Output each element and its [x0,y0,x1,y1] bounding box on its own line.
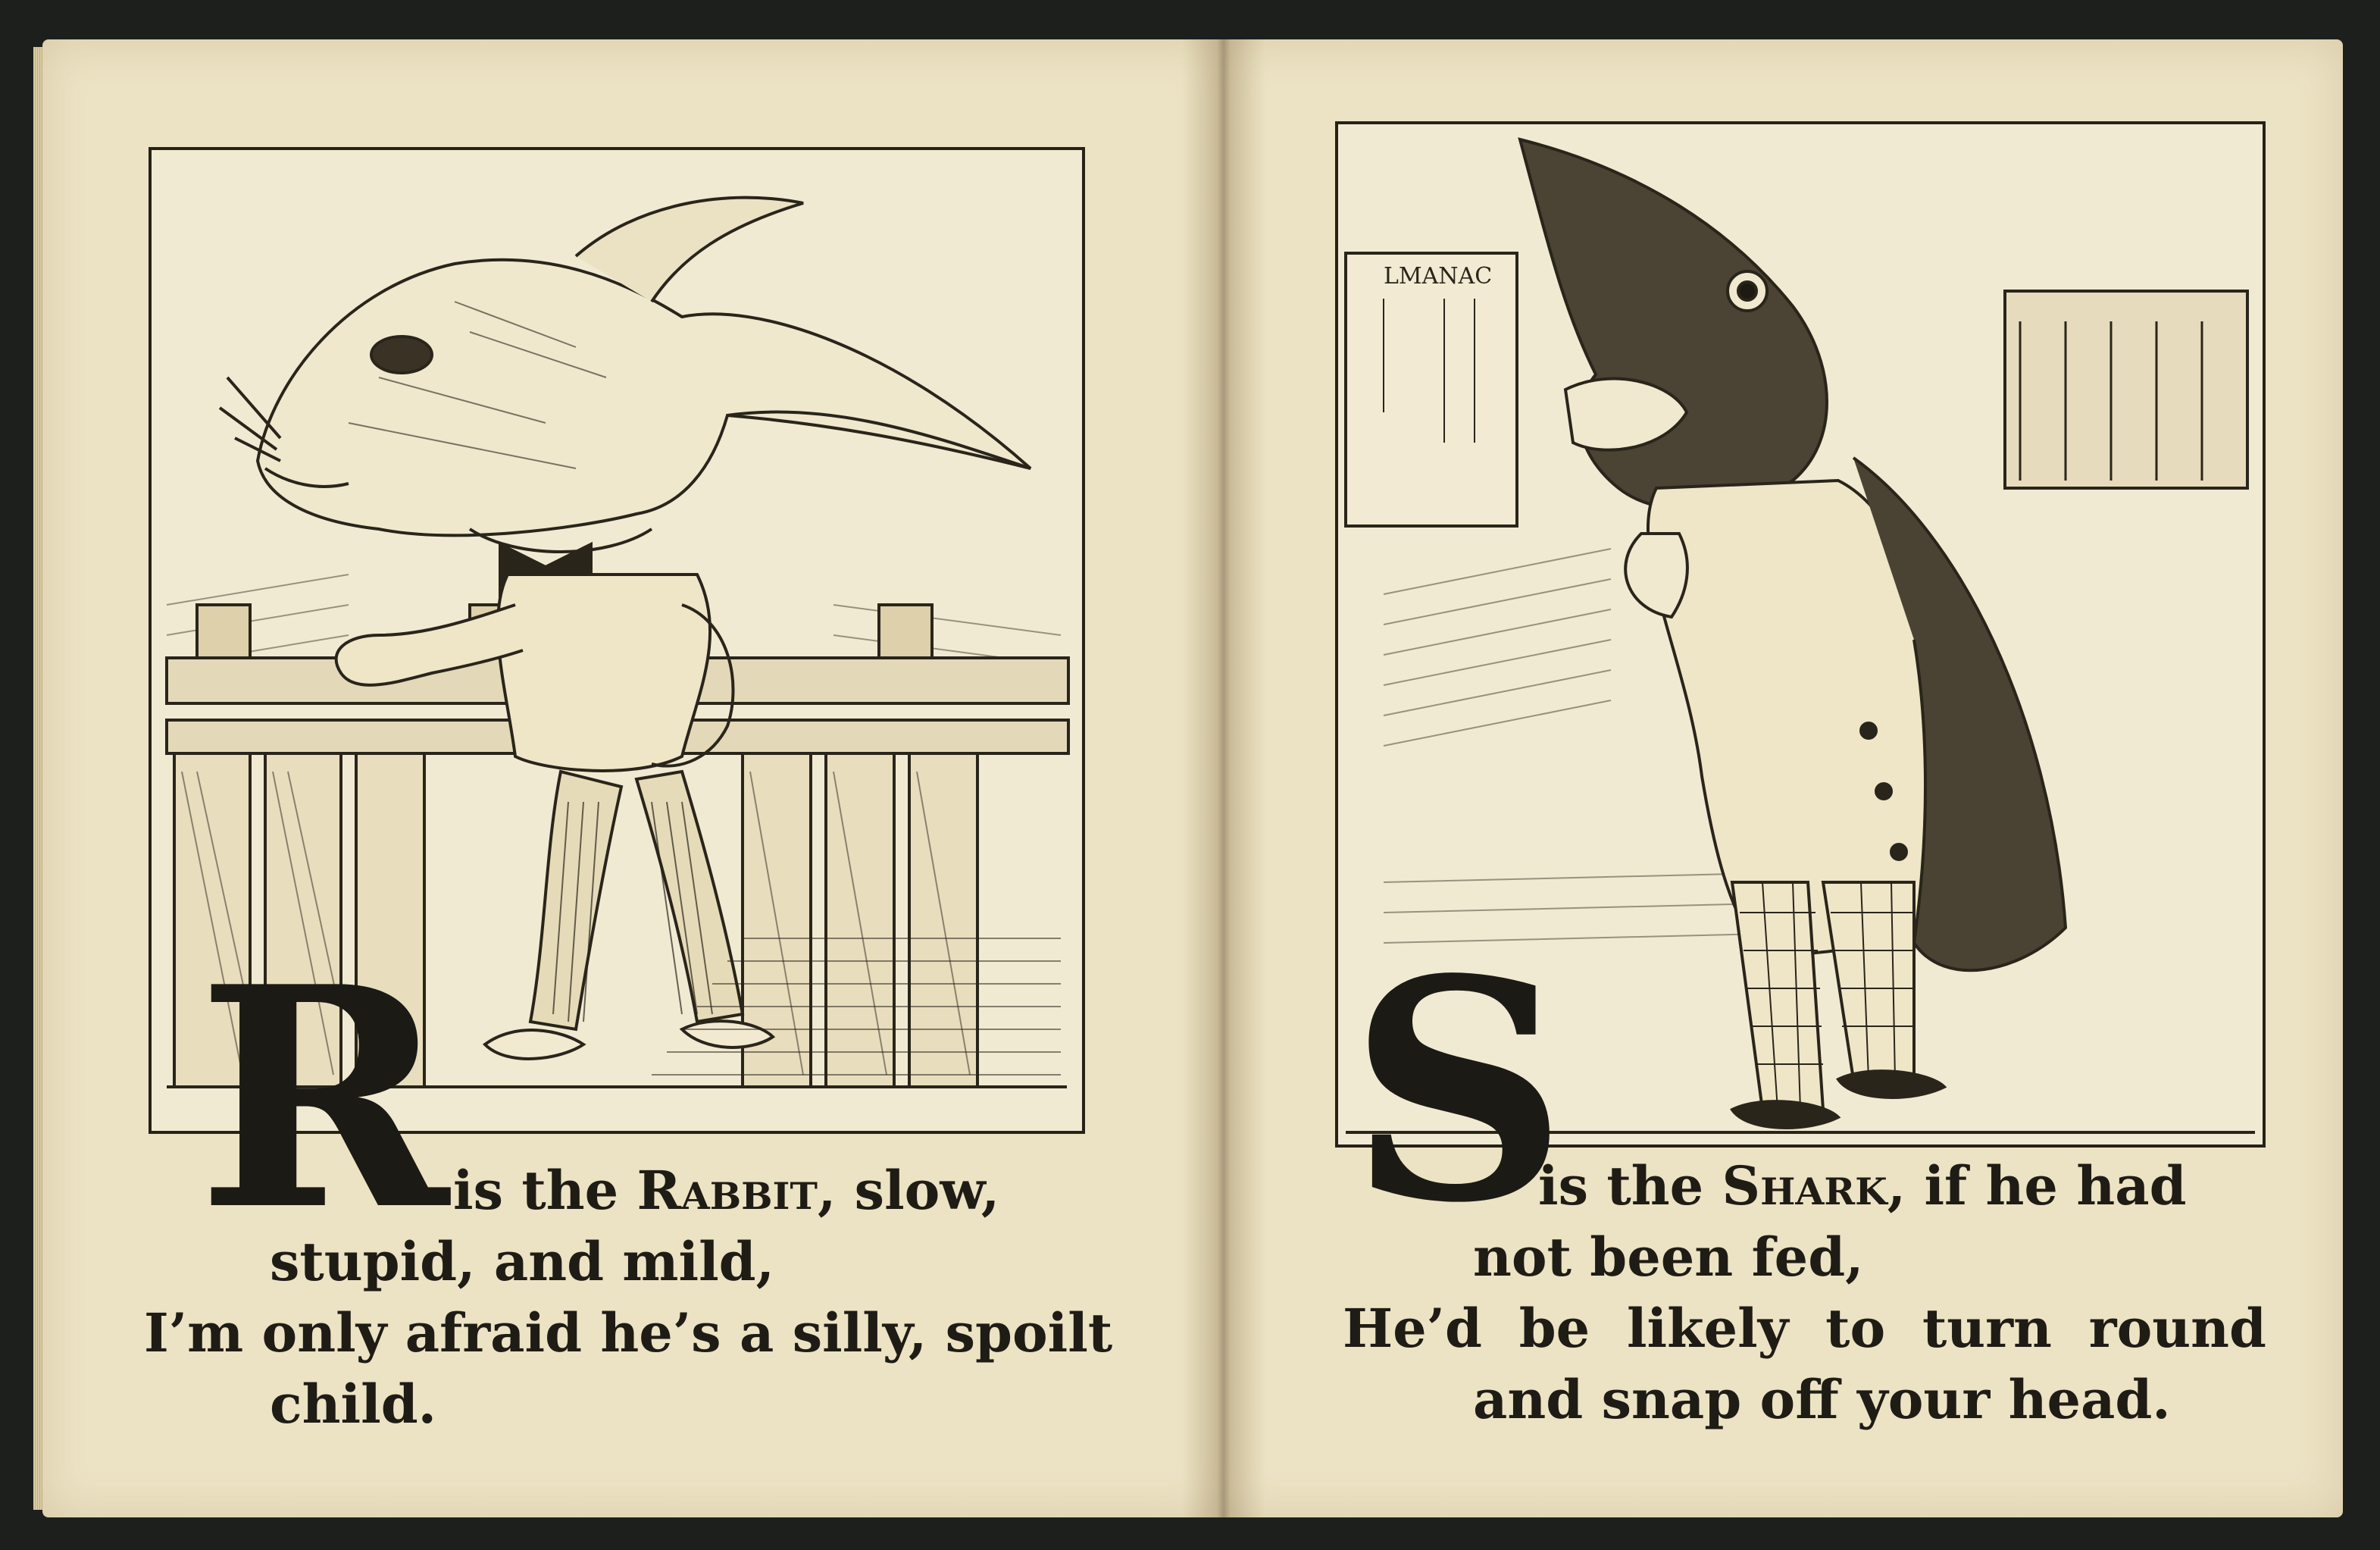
rabbit-verse-line1 [453,1155,999,1226]
shark-verse-line2: not been fed, [1473,1226,1864,1289]
rabbit-name: Rabbit [636,1159,818,1222]
rabbit-verse-line3: I’m only afraid he’s a silly, spoilt [144,1301,1113,1364]
shark-verse-line1 [1538,1151,2187,1222]
dropcap-r: R [197,921,449,1277]
shark-name: Shark [1722,1154,1887,1217]
rabbit-verse-line1-post: , slow, [817,1159,1000,1222]
shark-verse-line1-pre: is the [1538,1154,1722,1217]
rabbit-verse-line4: child. [270,1373,437,1436]
shark-verse-line4: and snap off your head. [1473,1368,2171,1431]
rabbit-verse-line1-pre: is the [453,1159,637,1222]
shark-verse-line1-post: , if he had [1887,1154,2187,1217]
book-gutter [1182,39,1265,1517]
dropcap-s: S [1349,913,1568,1270]
shark-verse-line3: He’d be likely to turn round [1343,1297,2266,1360]
almanac-sign-text: LMANAC [1384,263,1493,290]
rabbit-verse-line2: stupid, and mild, [270,1230,774,1293]
